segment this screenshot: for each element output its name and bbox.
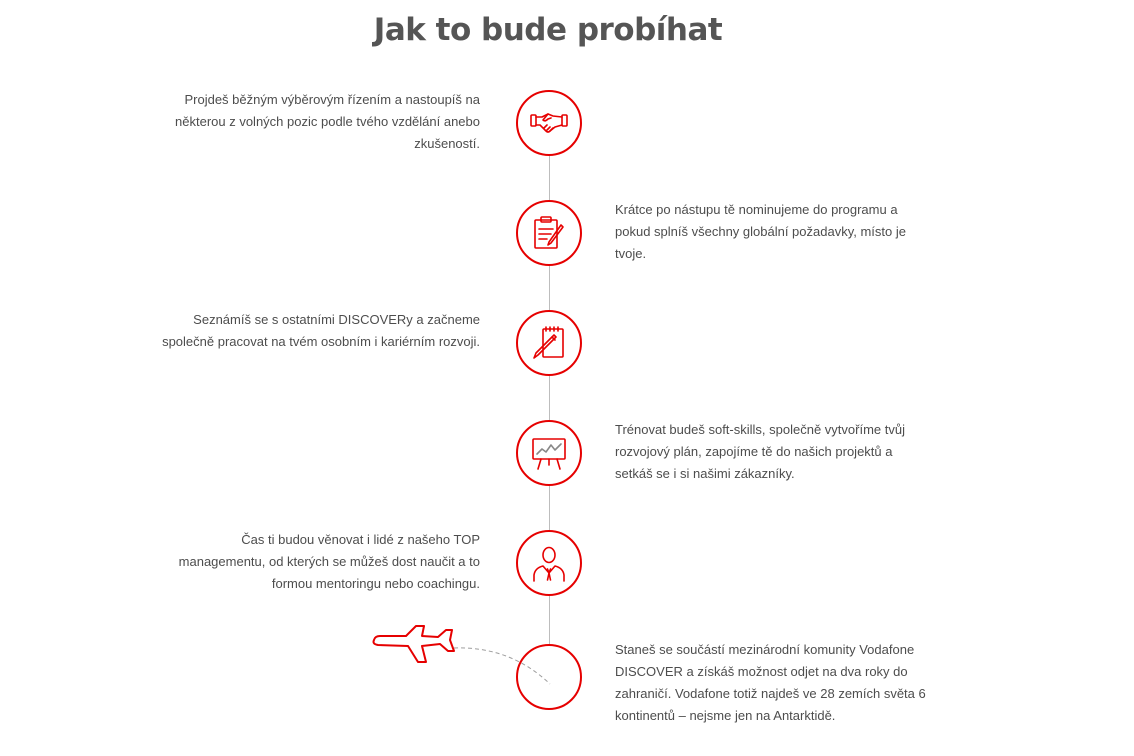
step-1-text: Projdeš běžným výběrovým řízením a nastoupíš na některou z volných pozic podle tvého vzdělání anebo zkušeností. [175,92,480,151]
step-2-text: Krátce po nástupu tě nominujeme do programu a pokud splníš všechny globální požadavky, místo je tvoje. [615,202,906,261]
step-4-text: Trénovat budeš soft-skills, společně vytvoříme tvůj rozvojový plán, zapojíme tě do našich projektů a setkáš se i si našimi zákazníky. [615,422,905,481]
presentation-board-icon [516,420,582,486]
clipboard-pen-icon [516,200,582,266]
step-6-text: Staneš se součástí mezinárodní komunity Vodafone DISCOVER a získáš možnost odjet na dva roky do zahraničí. Vodafone totiž najdeš ve 28 zemích světa 6 kontinentů – nejsme jen na Antarktidě. [615,642,926,723]
notepad-pencil-icon [516,310,582,376]
page-title: Jak to bude probíhat [373,12,723,48]
flight-path [440,636,560,696]
step-5-text: Čas ti budou věnovat i lidé z našeho TOP managementu, od kterých se můžeš dost naučit a to formou mentoringu nebo coachingu. [178,532,480,591]
handshake-icon [516,90,582,156]
airplane-icon [368,620,458,670]
manager-person-icon [516,530,582,596]
step-3-text: Seznámíš se s ostatními DISCOVERy a začneme společně pracovat na tvém osobním i kariérním rozvoji. [162,312,480,349]
